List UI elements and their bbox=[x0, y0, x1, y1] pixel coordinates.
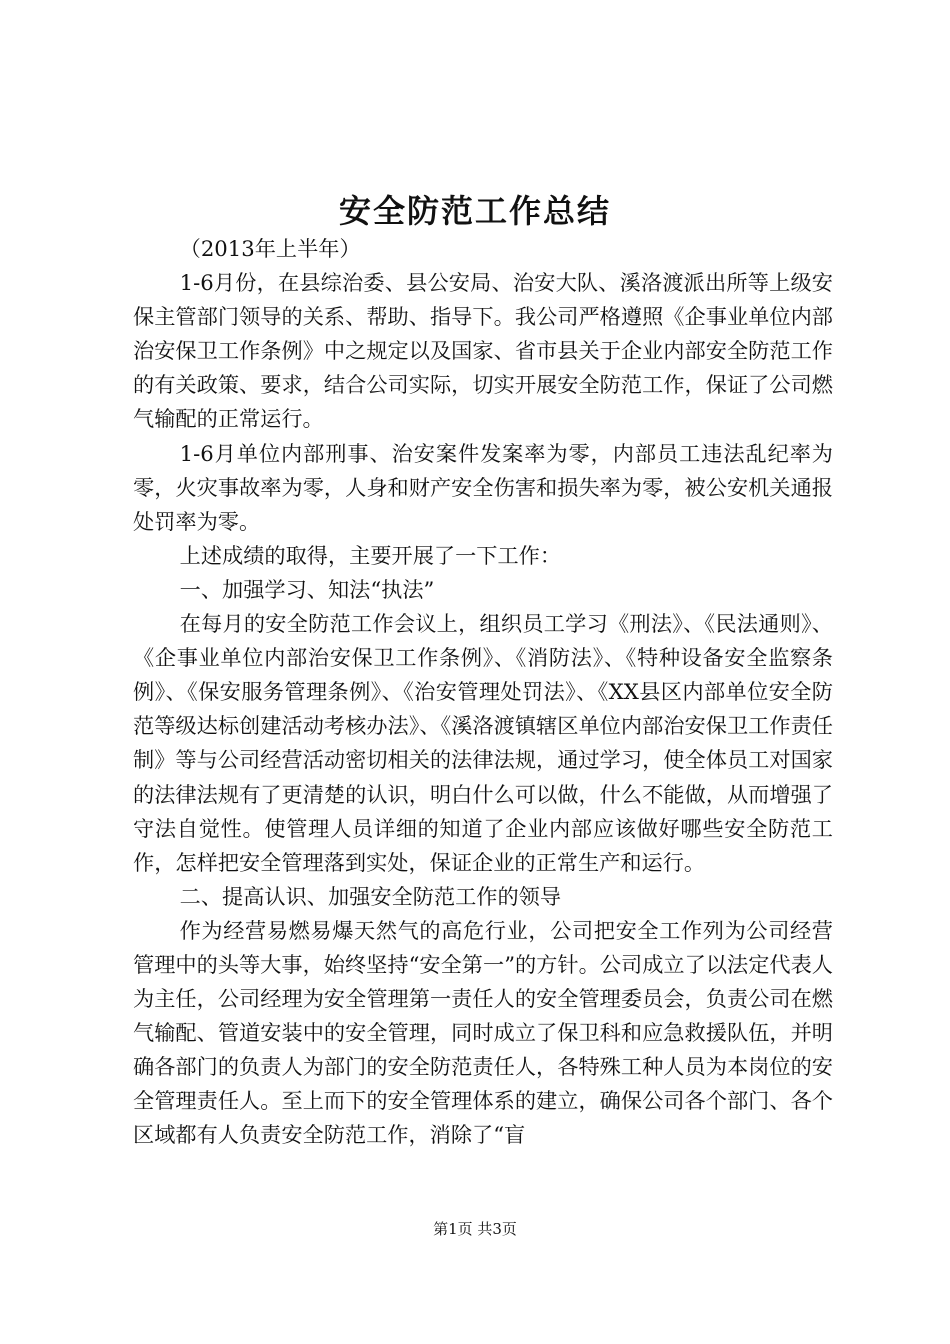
paragraph-results: 1-6月单位内部刑事、治安案件发案率为零，内部员工违法乱纪率为零，火灾事故率为零，人身和财产安全伤害和损失率为零，被公安机关通报处罚率为零。 bbox=[133, 440, 833, 534]
page-number: 第1页 共3页 bbox=[433, 1220, 517, 1238]
paragraph-period: （2013年上半年） bbox=[179, 236, 361, 261]
paragraph-section-1: 在每月的安全防范工作会议上，组织员工学习《刑法》、《民法通则》、《企事业单位内部治安保卫工作条例》、《消防法》、《特种设备安全监察条例》、《保安服务管理条例》、《治安管理处罚法》、《XX县区内部单位安全防范等级达标创建活动考核办法》、《溪洛渡镇辖区单位内部治安保卫工作责任制》等与公司经营活动密切相关的法律法规，通过学习，使全体员工对国家的法律法规有了更清楚的认识，明白什么可以做，什么不能做，从而增强了守法自觉性。使管理人员详细的知道了企业内部应该做好哪些安全防范工作，怎样把安全管理落到实处，保证企业的正常生产和运行。 bbox=[133, 611, 833, 875]
section-heading-2: 二、提高认识、加强安全防范工作的领导 bbox=[179, 883, 562, 909]
document-title: 安全防范工作总结 bbox=[338, 192, 611, 230]
paragraph-summary-lead: 上述成绩的取得，主要开展了一下工作： bbox=[179, 542, 562, 568]
document-body bbox=[133, 232, 833, 1153]
paragraph-intro: 1-6月份，在县综治委、县公安局、治安大队、溪洛渡派出所等上级安保主管部门领导的关系、帮助、指导下。我公司严格遵照《企事业单位内部治安保卫工作条例》中之规定以及国家、省市县关于企业内部安全防范工作的有关政策、要求，结合公司实际，切实开展安全防范工作，保证了公司燃气输配的正常运行。 bbox=[133, 270, 833, 432]
section-heading-1: 一、加强学习、知法“执法” bbox=[179, 576, 435, 602]
paragraph-section-2: 作为经营易燃易爆天然气的高危行业，公司把安全工作列为公司经营管理中的头等大事，始终坚持“安全第一”的方针。公司成立了以法定代表人为主任，公司经理为安全管理第一责任人的安全管理委员会，负责公司在燃气输配、管道安装中的安全管理，同时成立了保卫科和应急救援队伍，并明确各部门的负责人为部门的安全防范责任人，各特殊工种人员为本岗位的安全管理责任人。至上而下的安全管理体系的建立，确保公司各个部门、各个区域都有人负责安全防范工作，消除了“盲 bbox=[133, 917, 833, 1148]
